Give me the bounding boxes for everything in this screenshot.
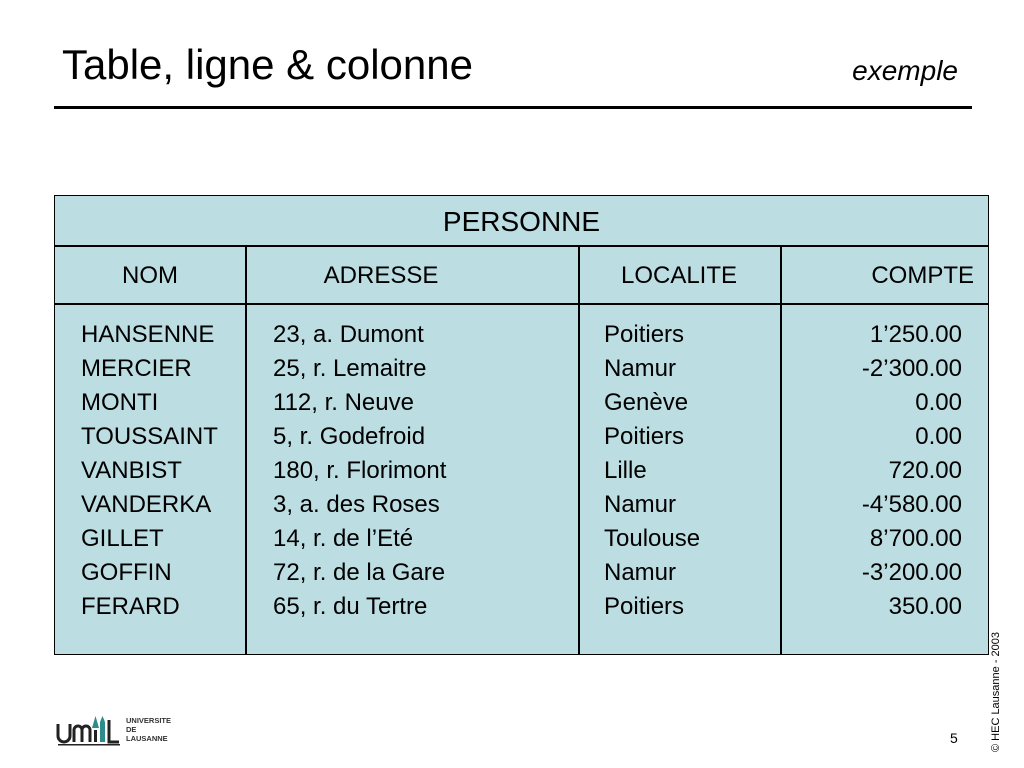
cell-compte: 720.00 — [888, 457, 962, 484]
cell-adresse: 5, r. Godefroid — [273, 423, 426, 450]
column-localite — [604, 318, 700, 624]
logo-line: LAUSANNE — [126, 734, 168, 743]
cell-localite: Poitiers — [604, 423, 685, 450]
cell-compte: -2’300.00 — [861, 355, 962, 382]
column-header-adresse: ADRESSE — [323, 262, 439, 289]
logo-text — [126, 716, 171, 743]
cell-adresse: 180, r. Florimont — [273, 457, 447, 484]
copyright-notice: © HEC Lausanne - 2003 — [990, 631, 1002, 752]
cell-compte: -4’580.00 — [861, 491, 962, 518]
cell-compte: 0.00 — [915, 389, 962, 416]
cell-compte: 350.00 — [888, 593, 962, 620]
cell-adresse: 72, r. de la Gare — [273, 559, 446, 586]
column-header-compte: COMPTE — [871, 262, 974, 289]
cell-nom: VANBIST — [81, 457, 182, 484]
cell-adresse: 65, r. du Tertre — [273, 593, 428, 620]
cell-nom: VANDERKA — [81, 491, 212, 518]
column-adresse — [273, 318, 446, 624]
cell-nom: HANSENNE — [81, 321, 215, 348]
cell-compte: 0.00 — [915, 423, 962, 450]
cell-compte: -3’200.00 — [861, 559, 962, 586]
cell-localite: Namur — [604, 355, 677, 382]
column-compte — [862, 318, 962, 624]
cell-nom: TOUSSAINT — [81, 423, 218, 450]
column-header-localite: LOCALITE — [620, 262, 738, 289]
column-divider — [780, 245, 782, 654]
table-name: PERSONNE — [442, 206, 601, 237]
slide-subtitle: exemple — [852, 55, 958, 86]
cell-localite: Namur — [604, 559, 677, 586]
personne-table — [54, 195, 989, 655]
logo-line: DE — [126, 725, 137, 734]
column-divider — [578, 245, 580, 654]
cell-adresse: 25, r. Lemaitre — [273, 355, 427, 382]
cell-nom: MONTI — [81, 389, 159, 416]
cell-localite: Lille — [604, 457, 647, 484]
cell-localite: Namur — [604, 491, 677, 518]
title-divider — [54, 106, 972, 109]
cell-adresse: 3, a. des Roses — [273, 491, 440, 518]
cell-nom: GOFFIN — [81, 559, 172, 586]
column-header-nom: NOM — [122, 262, 178, 289]
cell-localite: Poitiers — [604, 321, 685, 348]
page-number: 5 — [950, 730, 958, 746]
slide-title: Table, ligne & colonne — [62, 41, 473, 88]
cell-localite: Toulouse — [604, 525, 701, 552]
cell-compte: 1’250.00 — [869, 321, 962, 348]
cell-compte: 8’700.00 — [869, 525, 962, 552]
cell-nom: FERARD — [81, 593, 180, 620]
cell-localite: Genève — [604, 389, 689, 416]
cell-adresse: 112, r. Neuve — [273, 389, 414, 416]
cell-localite: Poitiers — [604, 593, 685, 620]
logo-line: UNIVERSITE — [126, 716, 172, 725]
column-nom — [81, 318, 218, 624]
cell-adresse: 14, r. de l’Eté — [273, 525, 414, 552]
cell-nom: GILLET — [81, 525, 164, 552]
column-divider — [245, 245, 247, 654]
cell-adresse: 23, a. Dumont — [273, 321, 424, 348]
cell-nom: MERCIER — [81, 355, 192, 382]
